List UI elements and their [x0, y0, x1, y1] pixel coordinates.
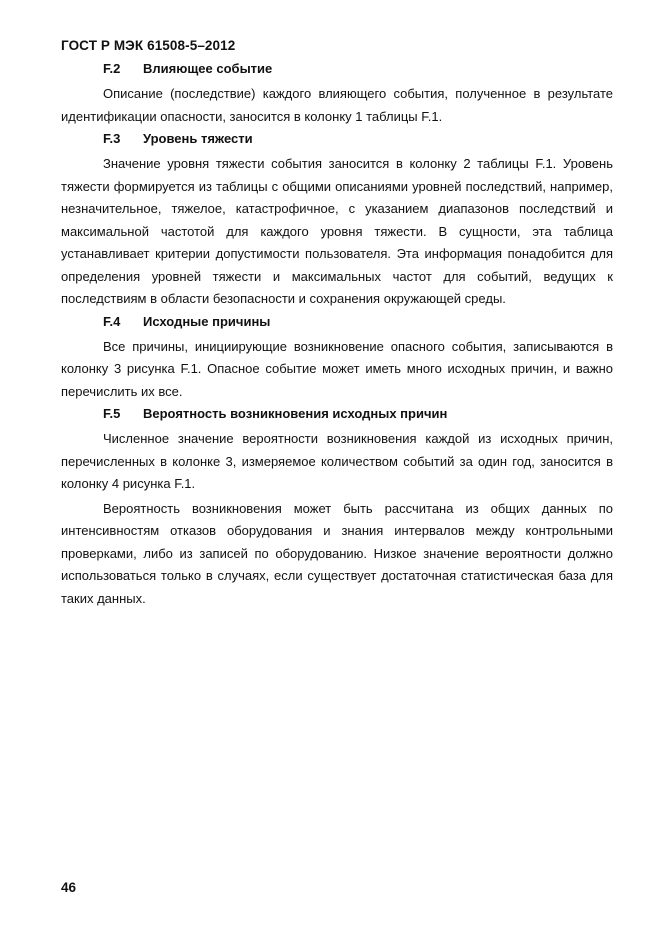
section-number: F.2 [103, 61, 121, 76]
paragraph: Численное значение вероятности возникновения каждой из исходных причин, перечисленных в колонке 3, измеряемое количеством событий за один год, заносится в колонку 4 рисунка F.1. [61, 431, 613, 491]
paragraph: Все причины, инициирующие возникновение опасного события, записываются в колонку 3 рисунка F.1. Опасное событие может иметь много исходных причин, и важно перечислить их все. [61, 338, 613, 399]
section-title: Уровень тяжести [143, 131, 253, 146]
document-header: ГОСТ Р МЭК 61508-5–2012 [61, 38, 236, 53]
section-title: Вероятность возникновения исходных причин [143, 406, 448, 421]
section-title: Исходные причины [143, 313, 271, 329]
paragraph: Описание (последствие) каждого влияющего события, полученное в результате идентификации опасности, заносится в колонку 1 таблицы F.1. [61, 86, 613, 124]
section-heading [61, 313, 613, 331]
section-number: F.4 [103, 313, 121, 329]
section-number: F.3 [103, 131, 121, 146]
section-f3 [61, 130, 613, 311]
section-number: F.5 [103, 406, 121, 421]
page-number: 46 [61, 880, 77, 895]
section-title: Влияющее событие [143, 61, 273, 76]
section-f2 [61, 60, 613, 128]
paragraph: Значение уровня тяжести события заносится в колонку 2 таблицы F.1. Уровень тяжести формируется из таблицы с общими описаниями уровней последствий, например, незначительное, тяжелое, катастрофичное, с указанием диапазонов последствий и максимальной частотой для каждого уровня тяжести. В сущности, эта таблица устанавливает критерии допустимости пользователя. Эта информация понадобится для определения уровней тяжести и максимальных частот для событий, ведущих к последствиям в области безопасности и сохранения окружающей среды. [61, 156, 613, 306]
section-heading [61, 60, 613, 78]
document-body [61, 60, 613, 612]
paragraph: Вероятность возникновения может быть рассчитана из общих данных по интенсивностям отказов оборудования и знания интервалов между контрольными проверками, либо из записей по оборудованию. Низкое значение вероятности должно использоваться только в случаях, если существует достаточная статистическая база для таких данных. [61, 500, 613, 606]
section-f4 [61, 313, 613, 404]
section-f5 [61, 405, 613, 610]
section-heading [61, 405, 613, 423]
section-heading [61, 130, 613, 148]
